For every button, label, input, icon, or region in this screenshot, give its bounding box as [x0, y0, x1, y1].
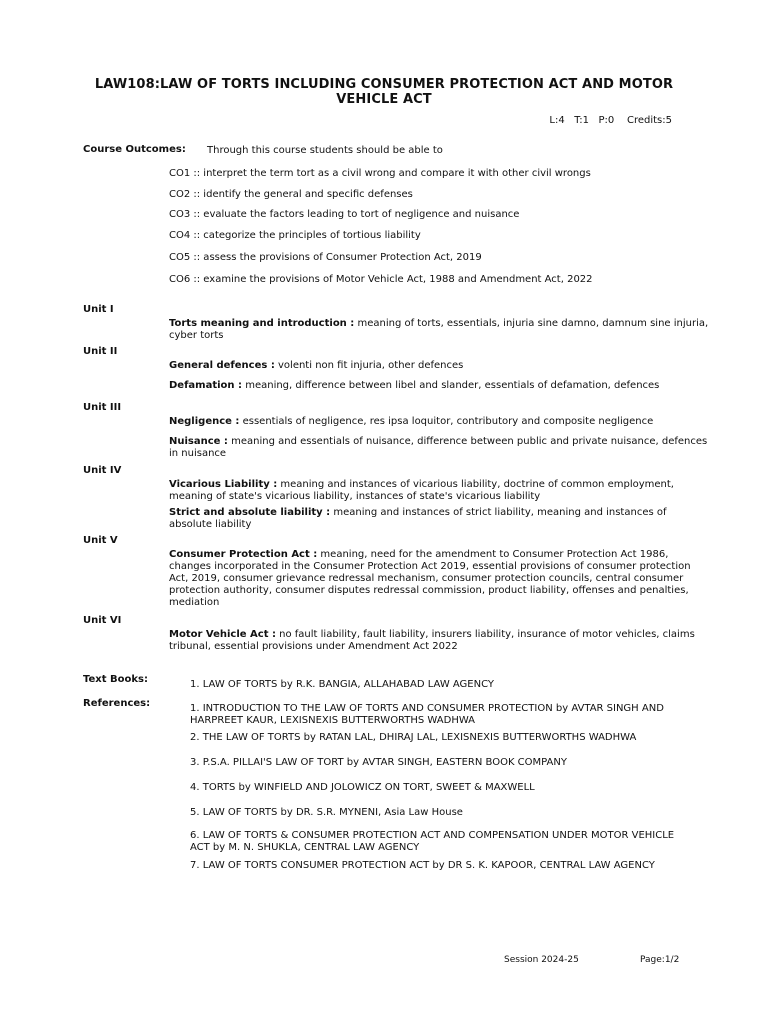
- page-title: [60, 77, 708, 107]
- reference-6: 6. LAW OF TORTS & CONSUMER PROTECTION ACT AND COMPENSATION UNDER MOTOR VEHICLE ACT by M. N. SHUKLA, CENTRAL LAW AGENCY: [190, 830, 675, 853]
- course-outcome-5: CO5 :: assess the provisions of Consumer Protection Act, 2019: [169, 252, 482, 263]
- title-line-1: LAW108:LAW OF TORTS INCLUDING CONSUMER PROTECTION ACT AND MOTOR: [94, 77, 674, 92]
- topic-heading: Consumer Protection Act :: [169, 549, 318, 560]
- topic-text: volenti non fit injuria, other defences: [274, 360, 464, 371]
- unit-topic-defamation: [169, 380, 709, 392]
- unit-label-2: Unit II: [83, 346, 118, 357]
- course-outcome-1: CO1 :: interpret the term tort as a civil wrong and compare it with other civil wrongs: [169, 168, 591, 179]
- topic-heading: Vicarious Liability :: [169, 479, 278, 490]
- topic-heading: Strict and absolute liability :: [169, 507, 331, 518]
- unit-label-3: Unit III: [83, 402, 122, 413]
- credits-line: L:4 T:1 P:0 Credits:5: [549, 115, 672, 126]
- topic-text: meaning of torts, essentials, injuria sine damno, damnum sine injuria, cyber torts: [169, 318, 709, 341]
- topic-text: meaning, need for the amendment to Consumer Protection Act 1986, changes incorporated in the Consumer Protection Act 2019, essential provisions of consumer protection Act, 2019, consumer grievance redressal mechanism, consumer protection councils, central consumer protection authority, consumer disputes redressal commission, product liability, offenses and penalties, mediation: [169, 549, 691, 608]
- topic-text: meaning and instances of strict liability, meaning and instances of absolute liability: [169, 507, 667, 530]
- unit-topic-torts-meaning: [169, 318, 709, 342]
- unit-label-4: Unit IV: [83, 465, 122, 476]
- unit-label-5: Unit V: [83, 535, 118, 546]
- session-label: Session 2024-25: [504, 955, 579, 965]
- page-number: Page:1/2: [640, 955, 680, 965]
- unit-topic-consumer-protection: [169, 549, 704, 609]
- topic-text: meaning and essentials of nuisance, difference between public and private nuisance, defences in nuisance: [169, 436, 708, 459]
- reference-7: 7. LAW OF TORTS CONSUMER PROTECTION ACT by DR S. K. KAPOOR, CENTRAL LAW AGENCY: [190, 860, 655, 871]
- reference-2: 2. THE LAW OF TORTS by RATAN LAL, DHIRAJ LAL, LEXISNEXIS BUTTERWORTHS WADHWA: [190, 732, 637, 743]
- topic-heading: Motor Vehicle Act :: [169, 629, 276, 640]
- course-outcome-6: CO6 :: examine the provisions of Motor Vehicle Act, 1988 and Amendment Act, 2022: [169, 274, 593, 285]
- reference-5: 5. LAW OF TORTS by DR. S.R. MYNENI, Asia Law House: [190, 807, 463, 818]
- title-line-2: VEHICLE ACT: [336, 92, 432, 107]
- topic-heading: General defences :: [169, 360, 275, 371]
- course-outcomes-intro: Through this course students should be able to: [207, 145, 443, 156]
- unit-topic-nuisance: [169, 436, 709, 460]
- reference-3: 3. P.S.A. PILLAI'S LAW OF TORT by AVTAR SINGH, EASTERN BOOK COMPANY: [190, 757, 567, 768]
- text-book-1: 1. LAW OF TORTS by R.K. BANGIA, ALLAHABAD LAW AGENCY: [190, 679, 495, 690]
- unit-topic-negligence: [169, 416, 709, 428]
- topic-text: no fault liability, fault liability, insurers liability, insurance of motor vehicles, claims tribunal, essential provisions under Amendment Act 2022: [169, 629, 695, 652]
- unit-topic-motor-vehicle-act: [169, 629, 709, 653]
- topic-text: essentials of negligence, res ipsa loquitor, contributory and composite negligence: [239, 416, 654, 427]
- topic-heading: Nuisance :: [169, 436, 228, 447]
- course-outcome-2: CO2 :: identify the general and specific defenses: [169, 189, 413, 200]
- course-outcomes-label: Course Outcomes:: [83, 144, 186, 155]
- topic-heading: Negligence :: [169, 416, 240, 427]
- topic-text: meaning, difference between libel and slander, essentials of defamation, defences: [242, 380, 660, 391]
- unit-topic-vicarious-liability: [169, 479, 709, 503]
- unit-topic-strict-liability: [169, 507, 709, 531]
- references-label: References:: [83, 698, 151, 709]
- text-books-label: Text Books:: [83, 674, 148, 685]
- unit-topic-general-defences: [169, 360, 709, 372]
- reference-4: 4. TORTS by WINFIELD AND JOLOWICZ ON TORT, SWEET & MAXWELL: [190, 782, 535, 793]
- topic-heading: Torts meaning and introduction :: [169, 318, 355, 329]
- unit-label-6: Unit VI: [83, 615, 122, 626]
- topic-text: meaning and instances of vicarious liability, doctrine of common employment, meaning of state's vicarious liability, instances of state's vicarious liability: [169, 479, 674, 502]
- unit-label-1: Unit I: [83, 304, 114, 315]
- course-outcome-3: CO3 :: evaluate the factors leading to tort of negligence and nuisance: [169, 209, 520, 220]
- topic-heading: Defamation :: [169, 380, 243, 391]
- course-outcome-4: CO4 :: categorize the principles of tortious liability: [169, 230, 421, 241]
- reference-1: 1. INTRODUCTION TO THE LAW OF TORTS AND CONSUMER PROTECTION by AVTAR SINGH AND HARPREET KAUR, LEXISNEXIS BUTTERWORTHS WADHWA: [190, 703, 664, 726]
